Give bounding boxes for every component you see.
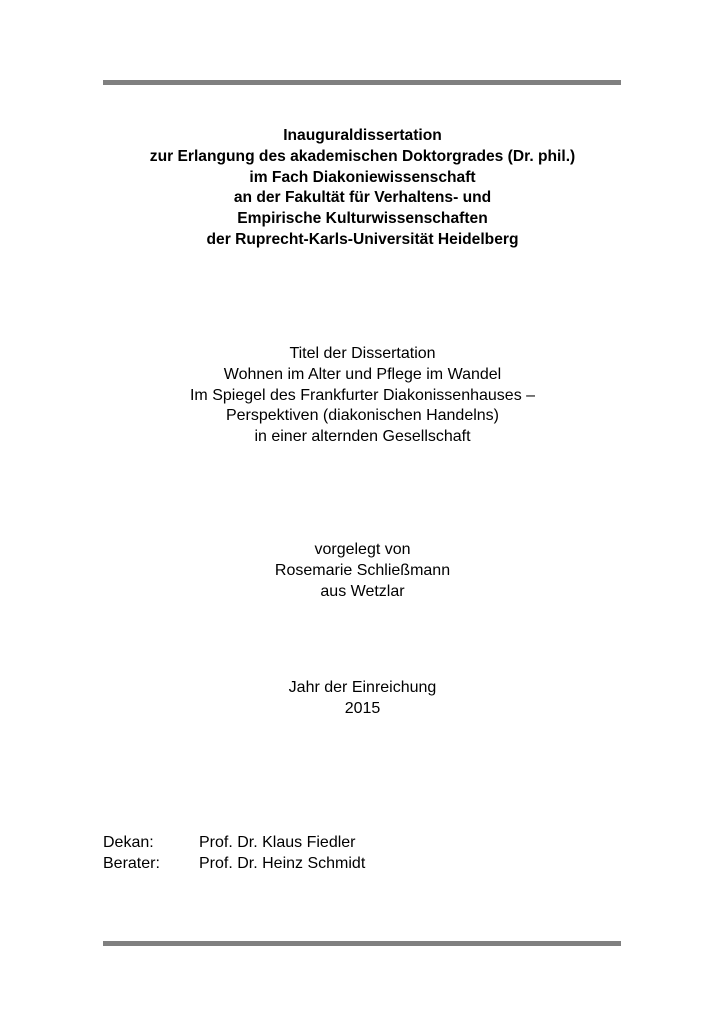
author-info	[0, 540, 725, 602]
committee-row-dean	[103, 833, 365, 854]
heading-line: zur Erlangung des akademischen Doktorgrades (Dr. phil.)	[149, 147, 576, 165]
committee-name: Prof. Dr. Heinz Schmidt	[199, 854, 366, 872]
heading-line: Inauguraldissertation	[283, 127, 442, 144]
heading-line: im Fach Diakoniewissenschaft	[249, 168, 476, 186]
heading-line: der Ruprecht-Karls-Universität Heidelberg	[206, 230, 519, 248]
title-line: Perspektiven (diakonischen Handelns)	[225, 407, 500, 425]
committee-role: Berater:	[103, 854, 160, 872]
committee-role: Dekan:	[103, 834, 154, 851]
submission-year-value: 2015	[344, 699, 381, 717]
submission-year	[0, 678, 725, 720]
bottom-divider	[103, 941, 621, 946]
faculty-heading	[0, 126, 725, 251]
submission-label: Jahr der Einreichung	[288, 679, 437, 696]
title-line: Titel der Dissertation	[289, 345, 436, 362]
author-line: vorgelegt von	[314, 541, 411, 558]
title-line: Im Spiegel des Frankfurter Diakonissenhauses –	[189, 386, 536, 404]
heading-line: Empirische Kulturwissenschaften	[237, 210, 488, 228]
dissertation-title	[0, 344, 725, 448]
committee-row-advisor	[103, 854, 365, 875]
title-line: in einer alternden Gesellschaft	[254, 428, 471, 446]
top-divider	[103, 80, 621, 85]
heading-line: an der Fakultät für Verhaltens- und	[233, 189, 492, 207]
title-line: Wohnen im Alter und Pflege im Wandel	[223, 365, 502, 383]
author-name: Rosemarie Schließmann	[274, 561, 451, 579]
author-origin: aus Wetzlar	[320, 582, 405, 600]
committee-name: Prof. Dr. Klaus Fiedler	[199, 834, 356, 851]
committee-list	[103, 833, 365, 875]
